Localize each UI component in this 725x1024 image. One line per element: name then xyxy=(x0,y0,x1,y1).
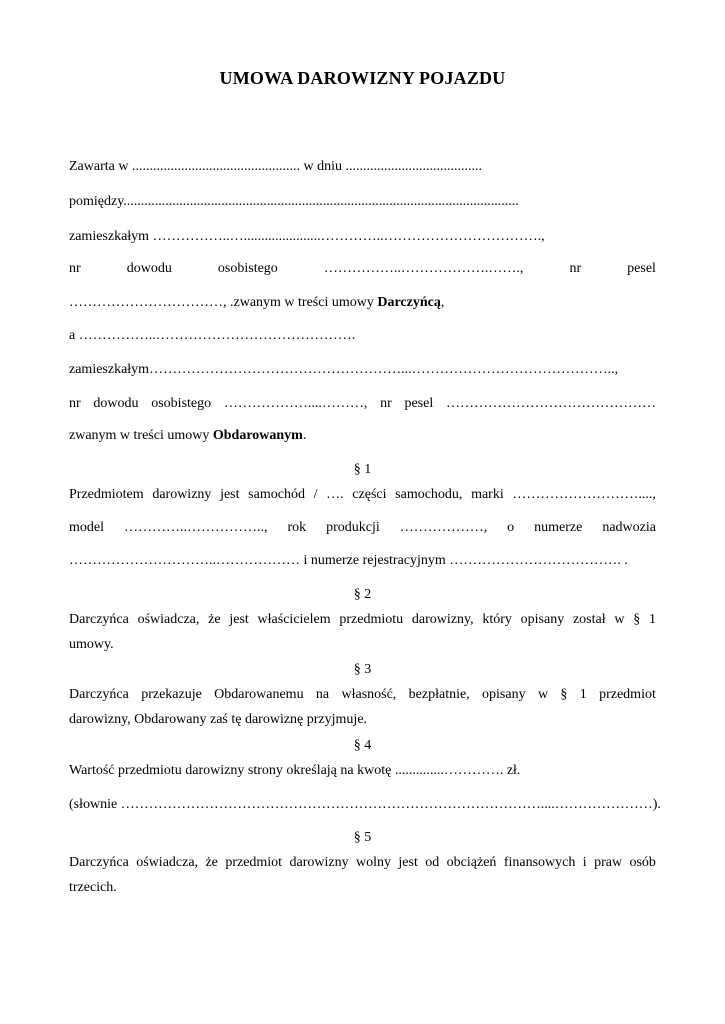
word: darowizny xyxy=(152,487,212,502)
word: produkcji xyxy=(326,520,380,535)
section-2-line-1 xyxy=(69,612,656,628)
word: marki xyxy=(471,487,504,502)
section-2-heading: § 2 xyxy=(353,587,372,602)
donor-role: Darczyńcą xyxy=(377,295,441,310)
section-1-heading: § 1 xyxy=(353,462,372,477)
section-3-line-1 xyxy=(69,687,656,703)
word: / xyxy=(313,487,318,502)
word: osobistego xyxy=(217,261,278,276)
word: nr xyxy=(569,261,582,276)
word: opisany xyxy=(482,687,526,702)
section-3-line-2: darowizny, Obdarowany zaś tę darowiznę przyjmuje. xyxy=(69,712,368,727)
word: nr xyxy=(69,396,81,411)
word: darowizny xyxy=(289,855,349,870)
word: ………………………...., xyxy=(512,487,656,502)
word: numerze xyxy=(534,520,583,535)
word: Obdarowanemu xyxy=(214,687,304,702)
between-line: pomiędzy................................................................................................................. xyxy=(69,194,519,209)
word: oświadcza, xyxy=(136,855,199,870)
word: dowodu xyxy=(93,396,139,411)
word: który xyxy=(482,612,512,627)
section-1-line-3: …………………………..……………… i numerze rejestracyjnym ………………………………. . xyxy=(69,553,628,568)
word: Darczyńca xyxy=(69,612,129,627)
word: praw xyxy=(594,855,623,870)
donor-name-line xyxy=(69,295,656,311)
donor-label-text: ……………………………, .zwanym w treści umowy xyxy=(69,295,378,310)
word: obciążeń xyxy=(446,855,497,870)
word: pesel xyxy=(627,261,656,276)
word: że xyxy=(208,612,221,627)
word: na xyxy=(315,687,330,702)
recipient-id-line xyxy=(69,396,656,412)
donor-punct: , xyxy=(440,295,445,310)
word: ……………..……………….……., xyxy=(323,261,524,276)
section-1-line-2 xyxy=(69,520,656,536)
section-1-line-1 xyxy=(69,487,656,503)
recipient-name-line xyxy=(69,428,656,444)
section-4-line-2: (słownie ………………………………………………………………………………....…………………). xyxy=(69,797,661,812)
word: przedmiot xyxy=(599,687,656,702)
word: Darczyńca xyxy=(69,687,129,702)
word: nr xyxy=(380,396,392,411)
donor-address-line: zamieszkałym ……………..…......................…………..……………………………., xyxy=(69,229,545,244)
word: w xyxy=(537,687,549,702)
section-2-line-2: umowy. xyxy=(69,637,114,652)
word: własność, xyxy=(341,687,397,702)
word: przekazuje xyxy=(141,687,202,702)
word: w xyxy=(614,612,625,627)
word: model xyxy=(69,520,104,535)
word: 1 xyxy=(579,687,587,702)
word: oświadcza, xyxy=(137,612,200,627)
section-5-heading: § 5 xyxy=(353,830,372,845)
word: Darczyńca xyxy=(69,855,129,870)
word: rok xyxy=(287,520,307,535)
word: przedmiot xyxy=(225,855,283,870)
word: ……………………………………… xyxy=(445,396,656,411)
recipient-line: a ……………..……………………………………. xyxy=(69,328,356,343)
word: darowizny, xyxy=(411,612,474,627)
word: przedmiotu xyxy=(339,612,404,627)
recipient-label-text: zwanym w treści umowy xyxy=(69,428,213,443)
word: o xyxy=(507,520,515,535)
word: wolny xyxy=(355,855,391,870)
word: że xyxy=(205,855,218,870)
word: Przedmiotem xyxy=(69,487,144,502)
word: opisany xyxy=(520,612,565,627)
place-date-line: Zawarta w ................................................ w dniu ....................................... xyxy=(69,159,482,174)
word: dowodu xyxy=(126,261,172,276)
word: nadwozia xyxy=(602,520,656,535)
word: samochód xyxy=(248,487,305,502)
word: …. xyxy=(326,487,344,502)
word: jest xyxy=(398,855,418,870)
recipient-punct: . xyxy=(302,428,307,443)
word: osób xyxy=(629,855,656,870)
word: ………………....………, xyxy=(223,396,368,411)
word: § xyxy=(633,612,641,627)
word: …………..…………….., xyxy=(123,520,268,535)
recipient-address-line: zamieszkałym………………………………………………...…………………………………….., xyxy=(69,362,619,377)
word: bezpłatnie, xyxy=(408,687,470,702)
word: nr xyxy=(69,261,81,276)
document-title: UMOWA DAROWIZNY POJAZDU xyxy=(219,68,506,88)
section-4-line-1: Wartość przedmiotu darowizny strony określają na kwotę ..............…………. zł. xyxy=(69,763,521,778)
word: samochodu, xyxy=(395,487,463,502)
word: pesel xyxy=(404,396,434,411)
section-5-line-1 xyxy=(69,855,656,871)
donor-id-line xyxy=(69,261,656,277)
word: jest xyxy=(220,487,240,502)
recipient-role: Obdarowanym xyxy=(212,428,303,443)
section-4-heading: § 4 xyxy=(353,738,372,753)
word: został xyxy=(572,612,606,627)
word: osobistego xyxy=(151,396,212,411)
word: finansowych xyxy=(503,855,576,870)
word: § xyxy=(560,687,568,702)
section-3-heading: § 3 xyxy=(353,662,372,677)
word: ………………, xyxy=(399,520,488,535)
word: 1 xyxy=(648,612,656,627)
word: i xyxy=(582,855,587,870)
section-5-line-2: trzecich. xyxy=(69,880,117,895)
word: części xyxy=(352,487,387,502)
word: od xyxy=(425,855,440,870)
word: jest xyxy=(229,612,249,627)
word: właścicielem xyxy=(257,612,331,627)
